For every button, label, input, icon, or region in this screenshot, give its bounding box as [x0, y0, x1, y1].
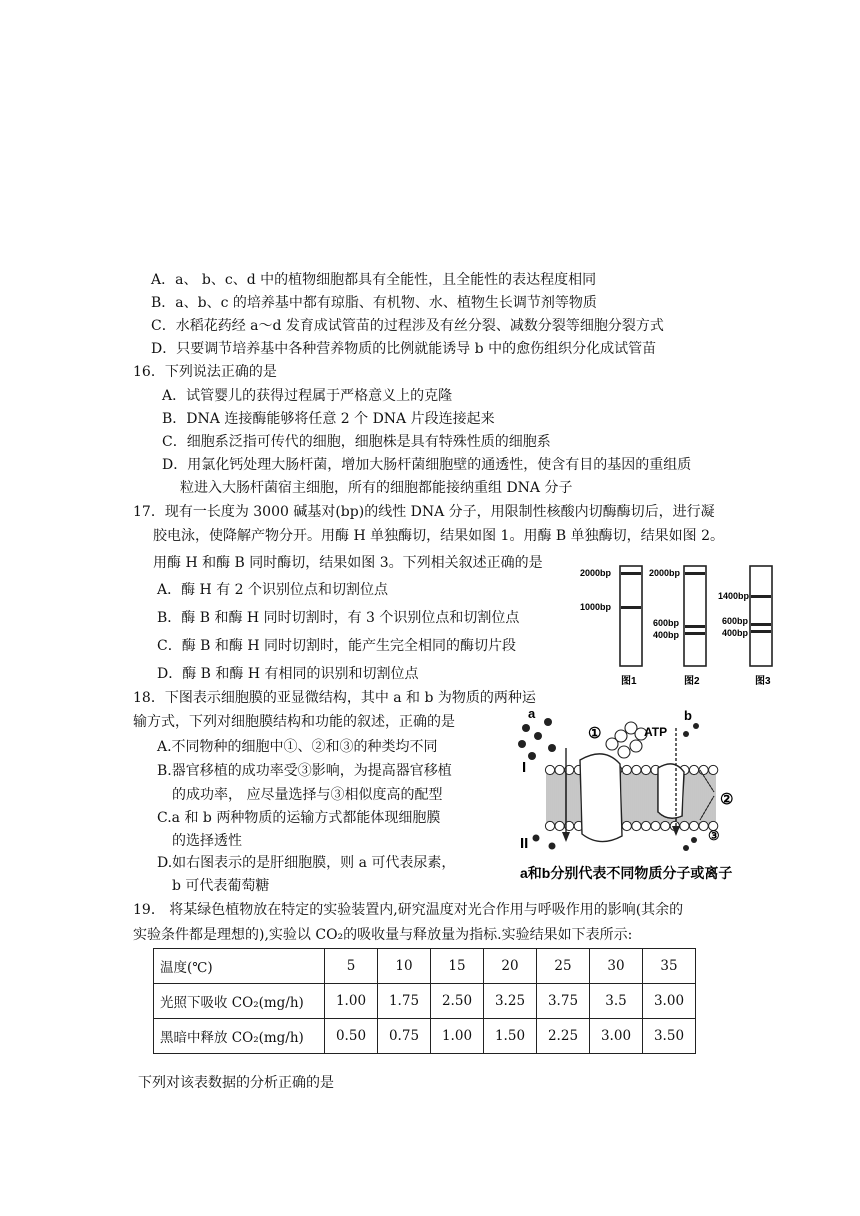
phospholipid-head [709, 765, 718, 774]
table-cell: 3.5 [590, 984, 643, 1019]
band-label: 2000bp [649, 568, 681, 578]
phospholipid-head [622, 821, 631, 830]
label-2: ② [720, 791, 734, 808]
gel-electrophoresis-figure [578, 560, 788, 690]
table-cell: 0.75 [378, 1019, 431, 1054]
table-cell: 35 [643, 949, 696, 984]
label-3: ③ [708, 828, 720, 843]
q16-option-b: B．DNA 连接酶能够将任意 2 个 DNA 片段连接起来 [162, 411, 495, 427]
table-header-cell: 黑暗中释放 CO₂(mg/h) [154, 1019, 325, 1054]
gel-panel-3 [718, 566, 772, 687]
table-cell: 3.00 [590, 1019, 643, 1054]
table-cell: 3.00 [643, 984, 696, 1019]
table-cell: 15 [431, 949, 484, 984]
band-label: 2000bp [580, 568, 612, 578]
table-row [154, 984, 696, 1019]
glycoprotein-chain [606, 722, 647, 758]
phospholipid-head [651, 821, 660, 830]
table-cell: 10 [378, 949, 431, 984]
phospholipid-head [632, 765, 641, 774]
side-label-2: II [520, 835, 529, 852]
table-cell: 0.50 [325, 1019, 378, 1054]
q19-followup: 下列对该表数据的分析正确的是 [138, 1075, 334, 1091]
band-label: 400bp [653, 630, 680, 640]
q17-option-c: C．酶 B 和酶 H 同时切割时，能产生完全相同的酶切片段 [157, 638, 517, 654]
q18-stem-line2: 输方式，下列对细胞膜结构和功能的叙述，正确的是 [133, 714, 455, 730]
label-1: ① [588, 725, 602, 742]
gel-band [621, 606, 641, 609]
q16-option-d-cont: 粒进入大肠杆菌宿主细胞，所有的细胞都能接纳重组 DNA 分子 [180, 480, 573, 496]
q15-option-a: A．a、 b、c、d 中的植物细胞都具有全能性，且全能性的表达程度相同 [151, 272, 597, 288]
cell-membrane-figure [508, 708, 758, 888]
gel-band [685, 625, 705, 628]
membrane-figure-caption: a和b分别代表不同物质分子或离子 [520, 865, 733, 881]
q18-option-d-cont: b 可代表葡萄糖 [172, 878, 270, 894]
table-row [154, 949, 696, 984]
gel-band [751, 630, 771, 633]
q16-option-c: C．细胞系泛指可传代的细胞，细胞株是具有特殊性质的细胞系 [162, 434, 551, 450]
phospholipid-head [555, 821, 564, 830]
q15-option-d: D．只要调节培养基中各种营养物质的比例就能诱导 b 中的愈伤组织分化成试管苗 [151, 341, 657, 357]
phospholipid-bilayer [545, 765, 717, 830]
panel-label: 图2 [684, 676, 700, 687]
table-row [154, 1019, 696, 1054]
table-cell: 30 [590, 949, 643, 984]
phospholipid-head [641, 765, 650, 774]
band-label: 600bp [653, 618, 680, 628]
q17-stem-line3: 用酶 H 和酶 B 同时酶切，结果如图 3。下列相关叙述正确的是 [153, 555, 543, 571]
phospholipid-head [661, 821, 670, 830]
label-atp: ATP [644, 725, 668, 739]
q17-stem-line1: 17．现有一长度为 3000 碱基对(bp)的线性 DNA 分子，用限制性核酸内切酶酶切后，进行凝 [133, 504, 715, 520]
gel-band [751, 595, 771, 598]
phospholipid-head [689, 765, 698, 774]
panel-label: 图3 [755, 676, 771, 687]
q18-option-b: B.器官移植的成功率受③影响，为提高器官移植 [157, 763, 452, 779]
phospholipid-head [689, 821, 698, 830]
q16-option-d: D．用氯化钙处理大肠杆菌，增加大肠杆菌细胞壁的通透性，使含有目的基因的重组质 [162, 457, 692, 473]
q18-option-d: D.如右图表示的是肝细胞膜，则 a 可代表尿素， [157, 855, 456, 871]
table-cell: 3.25 [484, 984, 537, 1019]
q17-option-a: A．酶 H 有 2 个识别位点和切割位点 [157, 582, 389, 598]
gel-panel-1 [580, 566, 642, 687]
q15-option-b: B．a、b、c 的培养基中都有琼脂、有机物、水、植物生长调节剂等物质 [151, 295, 597, 311]
phospholipid-head [545, 821, 554, 830]
table-cell: 20 [484, 949, 537, 984]
gel-band [685, 632, 705, 635]
table-cell: 2.25 [537, 1019, 590, 1054]
gel-band [751, 623, 771, 626]
q17-option-d: D．酶 B 和酶 H 有相同的识别和切割位点 [157, 666, 419, 682]
table-cell: 1.00 [325, 984, 378, 1019]
arrow-head [672, 826, 680, 836]
band-label: 1000bp [580, 602, 612, 612]
q16-stem: 16．下列说法正确的是 [133, 364, 277, 380]
table-header-cell: 温度(℃) [154, 949, 325, 984]
q18-option-c-cont: 的选择透性 [172, 833, 242, 849]
membrane-protein [580, 754, 622, 842]
q15-option-c: C．水稻花药经 a～d 发育成试管苗的过程涉及有丝分裂、减数分裂等细胞分裂方式 [151, 318, 664, 334]
table-cell: 1.00 [431, 1019, 484, 1054]
phospholipid-head [699, 821, 708, 830]
phospholipid-head [632, 821, 641, 830]
label-a: a [528, 708, 536, 721]
q19-stem-line2: 实验条件都是理想的),实验以 CO₂的吸收量与释放量为指标.实验结果如下表所示: [133, 927, 633, 943]
phospholipid-head [680, 821, 689, 830]
q16-option-a: A．试管婴儿的获得过程属于严格意义上的克隆 [162, 388, 453, 404]
q17-stem-line2: 胶电泳，使降解产物分开。用酶 H 单独酶切，结果如图 1。用酶 B 单独酶切，结果如图 2。 [153, 528, 725, 544]
q18-stem-line1: 18．下图表示细胞膜的亚显微结构，其中 a 和 b 为物质的两种运 [133, 690, 536, 706]
table-header-cell: 光照下吸收 CO₂(mg/h) [154, 984, 325, 1019]
band-label: 400bp [722, 628, 749, 638]
phospholipid-head [545, 765, 554, 774]
table-cell: 3.50 [643, 1019, 696, 1054]
label-b: b [684, 708, 692, 723]
arrow-head [562, 832, 570, 842]
q18-option-c: C.a 和 b 两种物质的运输方式都能体现细胞膜 [157, 810, 441, 826]
band-label: 600bp [722, 616, 749, 626]
table-cell: 1.50 [484, 1019, 537, 1054]
gel-panel-2 [649, 566, 706, 687]
q18-option-b-cont: 的成功率， 应尽量选择与③相似度高的配型 [172, 787, 443, 803]
membrane-protein [658, 764, 684, 818]
q18-option-a: A.不同物种的细胞中①、②和③的种类均不同 [157, 739, 438, 755]
panel-label: 图1 [621, 676, 637, 687]
table-cell: 25 [537, 949, 590, 984]
phospholipid-head [622, 765, 631, 774]
phospholipid-head [641, 821, 650, 830]
table-cell: 2.50 [431, 984, 484, 1019]
table-cell: 5 [325, 949, 378, 984]
table-cell: 3.75 [537, 984, 590, 1019]
band-label: 1400bp [718, 591, 750, 601]
q17-option-b: B．酶 B 和酶 H 同时切割时，有 3 个识别位点和切割位点 [157, 610, 520, 626]
phospholipid-head [555, 765, 564, 774]
table-cell: 1.75 [378, 984, 431, 1019]
gel-band [685, 572, 705, 575]
q19-stem-line1: 19． 将某绿色植物放在特定的实验装置内,研究温度对光合作用与呼吸作用的影响(其余的 [133, 902, 684, 918]
temperature-co2-table [153, 948, 696, 1054]
gel-band [621, 572, 641, 575]
side-label-1: I [522, 759, 527, 776]
